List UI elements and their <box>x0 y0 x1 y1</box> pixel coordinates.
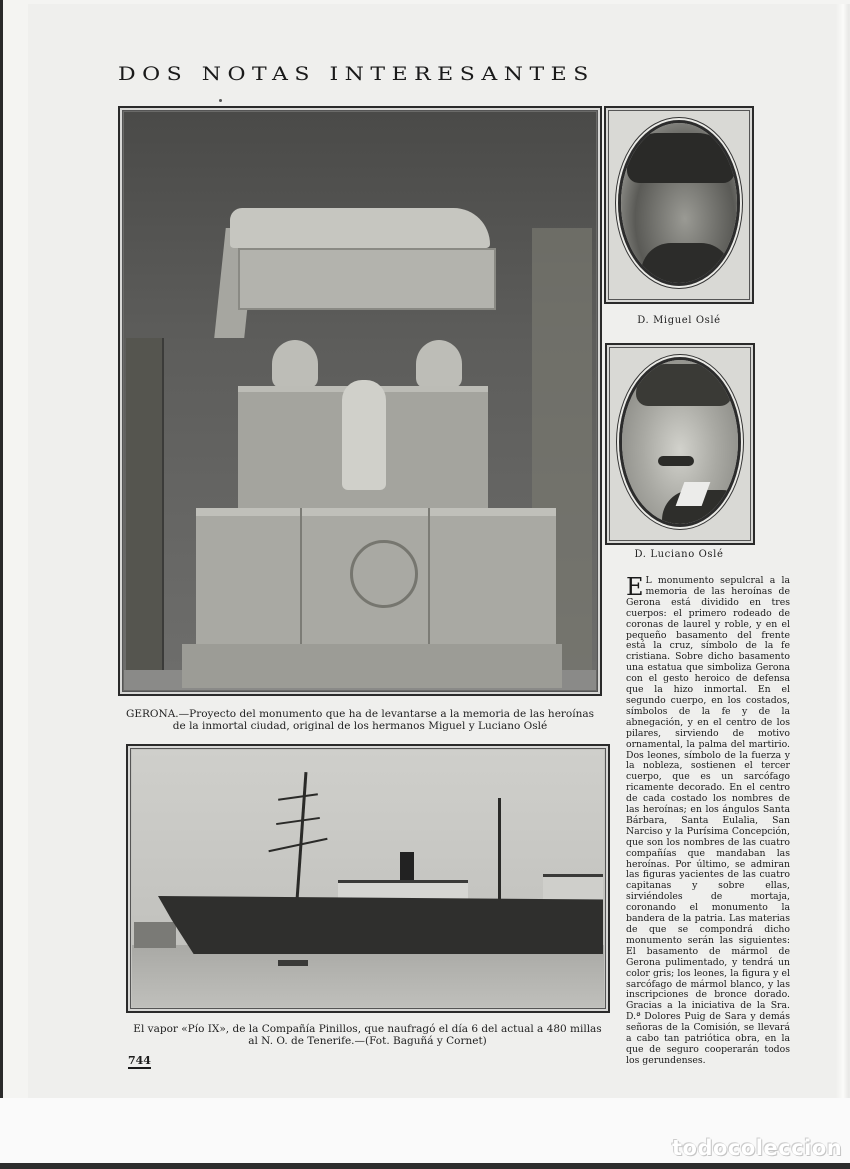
coat <box>641 243 731 283</box>
hat <box>627 133 735 183</box>
print-speck <box>219 99 222 102</box>
page-fold <box>836 4 850 1102</box>
ship-caption <box>125 1023 610 1047</box>
rowboat <box>278 960 308 966</box>
gerona-statue <box>342 380 386 490</box>
sea <box>132 945 604 1007</box>
hair <box>636 364 732 406</box>
watermark-logo: todocoleccion <box>672 1136 843 1160</box>
page-number: 744 <box>128 1054 151 1067</box>
oval-frame <box>618 120 740 286</box>
ship-photo <box>126 744 610 1013</box>
cross-emblem <box>350 540 418 608</box>
oval-frame <box>619 357 741 527</box>
shore <box>134 922 176 948</box>
portrait-caption: D. Luciano Oslé <box>634 549 724 560</box>
caption-line: GERONA.—Proyecto del monumento que ha de levantarse a la memoria de las heroínas <box>125 708 595 720</box>
monument-photo <box>118 106 602 696</box>
lion-sculpture-left <box>272 340 318 388</box>
mainmast <box>498 798 501 910</box>
sarcophagus <box>238 248 496 310</box>
drop-cap: E <box>626 573 644 601</box>
scan-edge <box>0 0 3 1169</box>
portrait-caption: D. Miguel Oslé <box>637 315 721 326</box>
scan-edge-bottom <box>0 1163 850 1169</box>
sarcophagus-effigies <box>230 208 490 248</box>
page-headline: DOS NOTAS INTERESANTES <box>118 64 595 86</box>
caption-line: El vapor «Pío IX», de la Compañía Pinillos, que naufragó el día 6 del actual a 480 millas <box>133 1023 602 1035</box>
ship-hull <box>158 896 603 954</box>
aft-superstructure <box>543 874 603 899</box>
monument-plinth <box>182 644 562 688</box>
lion-sculpture-right <box>416 340 462 388</box>
article-body <box>626 573 790 1067</box>
portrait-miguel-osle <box>604 106 754 304</box>
photo-pillar <box>126 338 164 678</box>
caption-line: al N. O. de Tenerife.—(Fot. Baguñá y Cornet) <box>248 1035 487 1047</box>
article-text: L monumento sepulcral a la memoria de las heroínas de Gerona está dividido en tres cuerpos: el primero rodeado de coronas de laurel y roble, y en el pequeño basamento del frente está la cruz, símbolo de la fe cristiana. Sobre dicho basamento una estatua que simboliza Gerona con el gesto heroico de defensa que la hizo inmortal. En el segundo cuerpo, en los costados, símbolos de la fe y de la abnegación, y en el centro de los pilares, sirviendo de motivo ornamental, la palma del martirio. Dos leones, símbolo de la fuerza y la nobleza, sostienen el tercer cuerpo, que es un sarcófago ricamente decorado. En el centro de cada costado los nombres de las heroínas; en los ángulos Santa Bárbara, Santa Eulalia, San Narciso y la Purísima Concepción, que son los nombres de las cuatro compañías que mandaban las heroínas. Por último, se admiran las figuras yacientes de las cuatro capitanas y sobre ellas, sirviéndoles de mortaja, coronando el monumento la bandera de la patria. Las materias de que se compondrá dicho monumento serán las siguientes: El basamento de mármol de Gerona pulimentado, y tendrá un color gris; los leones, la figura y el sarcófago de mármol blanco, y las inscripciones de bronce dorado. Gracias a la iniciativa de la Sra. D.ª Dolores Puig de Sara y demás señoras de la Comisión, se llevará a cabo tan patriótica obra, en la que de seguro cooperarán todos los gerundenses. <box>626 575 790 1066</box>
monument-caption <box>125 708 595 732</box>
portrait-luciano-osle <box>605 343 755 545</box>
moustache <box>658 456 694 466</box>
caption-line: de la inmortal ciudad, original de los hermanos Miguel y Luciano Oslé <box>172 720 548 732</box>
